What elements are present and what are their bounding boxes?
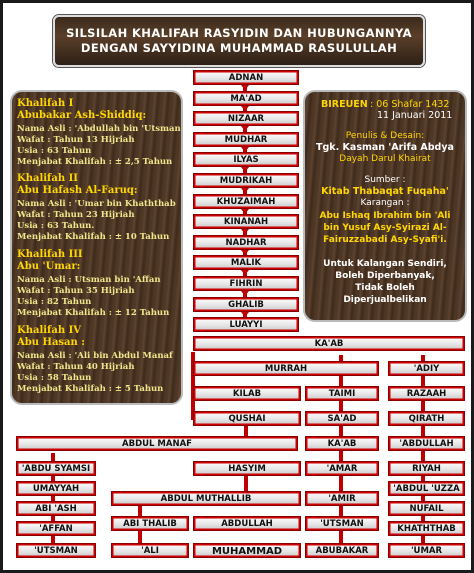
info-note-line-1: Untuk Kalangan Sendiri,	[323, 259, 447, 269]
node-murrah: MURRAH	[193, 361, 379, 376]
khalifah-3-menjabat: Menjabat Khalifah : ± 12 Tahun	[17, 308, 170, 318]
node-qirath: QIRATH	[388, 411, 465, 426]
khalifah-4-menjabat: Menjabat Khalifah : ± 5 Tahun	[17, 384, 164, 394]
node-kilab: KILAB	[193, 386, 301, 401]
node-adiy: 'ADIY	[388, 361, 465, 376]
chain-node: FIHRIN	[193, 276, 299, 291]
node-abi-thalib: ABI THALIB	[111, 516, 189, 531]
khalifah-2-name: Abu Hafash Al-Faruq:	[17, 185, 138, 196]
node-taimi: TAIMI	[305, 386, 379, 401]
khalifah-2-heading: Khalifah II	[17, 173, 78, 184]
down-arrow-icon	[241, 147, 249, 152]
node-abdul-manaf: ABDUL MANAF	[16, 436, 298, 451]
khalifah-1-menjabat: Menjabat Khalifah : ± 2,5 Tahun	[17, 157, 173, 167]
down-arrow-icon	[241, 106, 249, 111]
down-arrow-icon	[241, 291, 249, 296]
khalifah-1-usia: Usia : 63 Tahun	[17, 146, 92, 156]
chain-node: KINANAH	[193, 214, 299, 229]
down-arrow-icon	[241, 250, 249, 255]
chain-node: NIZAAR	[193, 111, 299, 126]
node-riyah: RIYAH	[388, 461, 465, 476]
info-author-line-1: Abu Ishaq Ibrahim bin 'Ali	[319, 211, 451, 221]
node-utsman-abubakar: 'UTSMAN	[305, 516, 379, 531]
khalifah-4-wafat: Wafat : Tahun 40 Hijriah	[17, 362, 135, 372]
chain-node: MALIK	[193, 255, 299, 270]
node-abi-ash: ABI 'ASH	[16, 501, 96, 516]
node-muhammad: MUHAMMAD	[193, 543, 301, 558]
info-note-line-4: Diperjualbelikan	[343, 295, 427, 305]
node-amar: 'AMAR	[305, 461, 379, 476]
info-kitab: Kitab Thabaqat Fuqaha'	[321, 186, 449, 197]
info-penulis-label: Penulis & Desain:	[345, 131, 425, 141]
node-affan: 'AFFAN	[16, 521, 96, 536]
info-dayah: Dayah Darul Khairat	[339, 154, 431, 164]
chain-node: KHUZAIMAH	[193, 194, 299, 209]
node-utsman: 'UTSMAN	[16, 543, 96, 558]
khalifah-4-heading: Khalifah IV	[17, 325, 82, 336]
node-saad: SA'AD	[305, 411, 379, 426]
info-date-hijri: : 06 Shafar 1432	[370, 99, 450, 110]
info-author-line-2: bin Yusuf Asy-Syirazi Al-	[323, 223, 447, 233]
khalifah-2-menjabat: Menjabat Khalifah : ± 10 Tahun	[17, 232, 170, 242]
down-arrow-icon	[241, 312, 249, 317]
info-karangan-label: Karangan :	[360, 198, 410, 208]
node-abdullah-umar: 'ABDULLAH	[388, 436, 465, 451]
khalifah-1-heading: Khalifah I	[17, 98, 74, 109]
node-abubakar: ABUBAKAR	[305, 543, 379, 558]
chain-node: MUDHAR	[193, 132, 299, 147]
node-nufail: NUFAIL	[388, 501, 465, 516]
title-line-1: SILSILAH KHALIFAH RASYIDIN DAN HUBUNGANNYA	[66, 26, 412, 40]
chain-node: MA'AD	[193, 91, 299, 106]
khalifah-3-asli: Nama Asli : Utsman bin 'Affan	[17, 275, 161, 285]
node-abdul-uzza: 'ABDUL 'UZZA	[388, 481, 465, 496]
node-abdullah: ABDULLAH	[193, 516, 301, 531]
node-ali: 'ALI	[111, 543, 189, 558]
khalifah-3-usia: Usia : 82 Tahun	[17, 297, 92, 307]
chain-node: ADNAN	[193, 70, 299, 85]
khalifah-1-wafat: Wafat : Tahun 13 Hijriah	[17, 135, 135, 145]
node-amir: 'AMIR	[305, 491, 379, 506]
node-khaththab: KHATHTHAB	[388, 521, 465, 536]
page-title	[53, 15, 425, 67]
info-author-line-3: Fairuzzabadi Asy-Syafi'i.	[323, 235, 447, 245]
chain-node: MUDRIKAH	[193, 173, 299, 188]
khalifah-3-name: Abu 'Umar:	[17, 261, 81, 272]
node-umar: 'UMAR	[388, 543, 465, 558]
down-arrow-icon	[241, 270, 249, 275]
node-abdu-syamsi: 'ABDU SYAMSI	[16, 461, 96, 476]
node-abdul-muthallib: ABDUL MUTHALLIB	[111, 491, 301, 506]
node-kaab-2: KA'AB	[305, 436, 379, 451]
down-arrow-icon	[241, 126, 249, 131]
chain-node: ILYAS	[193, 152, 299, 167]
info-note-line-3: Tidak Boleh	[355, 283, 415, 293]
khalifah-4-name: Abu Hasan :	[17, 337, 85, 348]
down-arrow-icon	[241, 167, 249, 172]
down-arrow-icon	[241, 209, 249, 214]
chain-node: LUAYYI	[193, 317, 299, 332]
info-penulis: Tgk. Kasman 'Arifa Abdya	[316, 142, 454, 153]
khalifah-1-name: Abubakar Ash-Shiddiq:	[17, 110, 147, 121]
info-date-masehi: 11 Januari 2011	[377, 110, 453, 121]
khalifah-4-usia: Usia : 58 Tahun	[17, 373, 92, 383]
khalifah-2-asli: Nama Asli : 'Umar bin Khaththab	[17, 199, 176, 209]
node-kaab: KA'AB	[193, 336, 465, 351]
khalifah-3-wafat: Wafat : Tahun 35 Hijriah	[17, 286, 135, 296]
node-umayyah: UMAYYAH	[16, 481, 96, 496]
khalifah-3-heading: Khalifah III	[17, 249, 83, 260]
info-sumber-label: Sumber :	[364, 175, 406, 185]
info-place: BIREUEN	[321, 99, 368, 110]
down-arrow-icon	[241, 85, 249, 90]
title-line-2: DENGAN SAYYIDINA MUHAMMAD RASULULLAH	[80, 41, 398, 55]
node-hasyim: HASYIM	[193, 461, 301, 476]
khalifah-1-asli: Nama Asli : 'Abdullah bin 'Utsman	[17, 124, 181, 134]
chain-node: GHALIB	[193, 297, 299, 312]
node-razaah: RAZAAH	[388, 386, 465, 401]
khalifah-4-asli: Nama Asli : 'Ali bin Abdul Manaf	[17, 351, 173, 361]
down-arrow-icon	[241, 229, 249, 234]
chain-node: NADHAR	[193, 235, 299, 250]
down-arrow-icon	[241, 188, 249, 193]
khalifah-2-usia: Usia : 63 Tahun.	[17, 221, 95, 231]
node-qushai: QUSHAI	[193, 411, 301, 426]
info-note-line-2: Boleh Diperbanyak,	[335, 271, 435, 281]
khalifah-2-wafat: Wafat : Tahun 23 Hijriah	[17, 210, 135, 220]
